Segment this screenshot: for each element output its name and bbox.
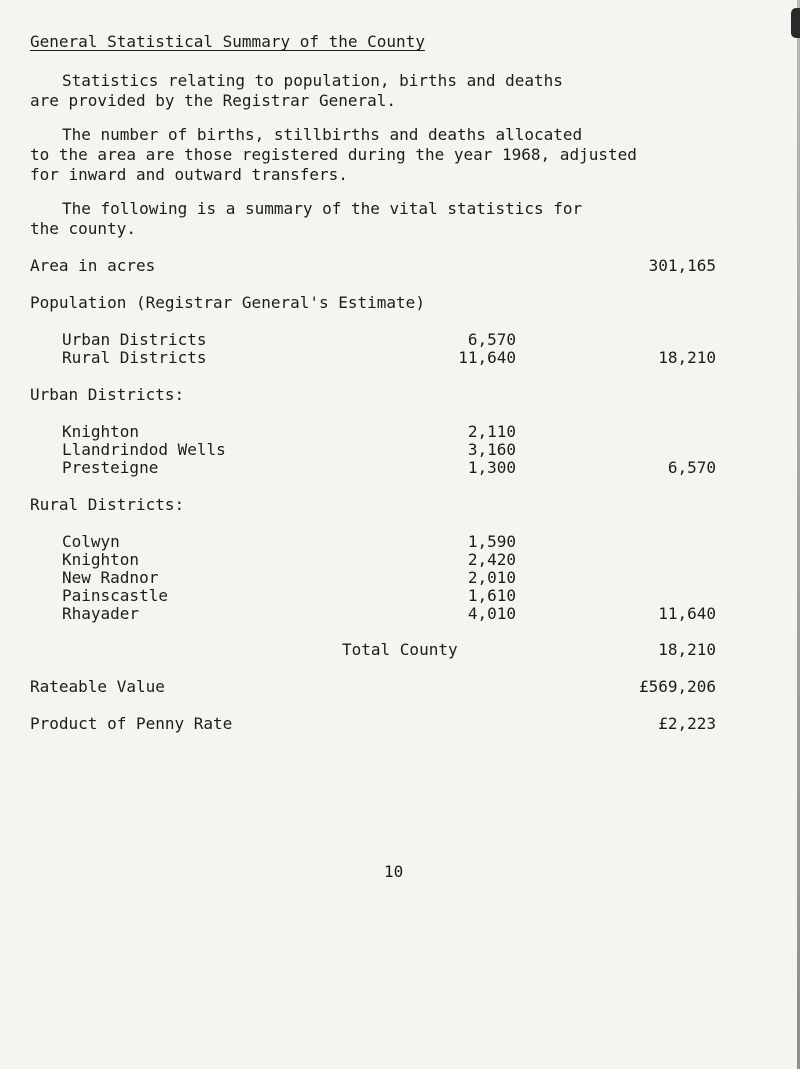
rateable-value: £569,206 — [638, 677, 716, 696]
rural-label: Rural Districts: — [30, 495, 185, 514]
total-county-label: Total County — [342, 640, 458, 659]
page-heading: General Statistical Summary of the County — [30, 32, 425, 51]
total-county-value: 18,210 — [658, 640, 716, 659]
penny-rate-value: £2,223 — [658, 714, 716, 733]
rural-row-label: Rhayader — [62, 604, 140, 623]
urban-row-value: 3,160 — [467, 440, 516, 459]
population-total: 18,210 — [658, 348, 716, 367]
paragraph-line: the county. — [30, 219, 136, 238]
rural-row-value: 1,610 — [467, 586, 516, 605]
rural-row-value: 2,420 — [467, 550, 516, 569]
rural-row-value: 1,590 — [467, 532, 516, 551]
rateable-value-label: Rateable Value — [30, 677, 165, 696]
population-row-value: 6,570 — [467, 330, 516, 349]
page-number: 10 — [384, 862, 404, 881]
paragraph-line: The following is a summary of the vital statistics for — [62, 199, 583, 218]
rural-total: 11,640 — [658, 604, 716, 623]
paragraph-line: for inward and outward transfers. — [30, 165, 348, 184]
urban-row-label: Presteigne — [62, 458, 159, 477]
rural-row-label: Colwyn — [62, 532, 120, 551]
penny-rate-label: Product of Penny Rate — [30, 714, 233, 733]
paragraph-line: The number of births, stillbirths and deaths allocated — [62, 125, 583, 144]
urban-row-label: Knighton — [62, 422, 140, 441]
binding-mark — [791, 8, 800, 38]
urban-row-value: 1,300 — [467, 458, 516, 477]
population-label: Population (Registrar General's Estimate) — [30, 293, 425, 312]
paragraph-line: to the area are those registered during the year 1968, adjusted — [30, 145, 637, 164]
urban-row-value: 2,110 — [467, 422, 516, 441]
paragraph-line: Statistics relating to population, births and deaths — [62, 71, 563, 90]
rural-row-value: 2,010 — [467, 568, 516, 587]
rural-row-value: 4,010 — [467, 604, 516, 623]
rural-row-label: Knighton — [62, 550, 140, 569]
population-row-label: Urban Districts — [62, 330, 207, 349]
area-label: Area in acres — [30, 256, 156, 275]
urban-label: Urban Districts: — [30, 385, 185, 404]
area-value: 301,165 — [648, 256, 716, 275]
urban-total: 6,570 — [667, 458, 716, 477]
population-row-label: Rural Districts — [62, 348, 207, 367]
rural-row-label: New Radnor — [62, 568, 159, 587]
urban-row-label: Llandrindod Wells — [62, 440, 226, 459]
rural-row-label: Painscastle — [62, 586, 168, 605]
population-row-value: 11,640 — [458, 348, 516, 367]
paragraph-line: are provided by the Registrar General. — [30, 91, 397, 110]
